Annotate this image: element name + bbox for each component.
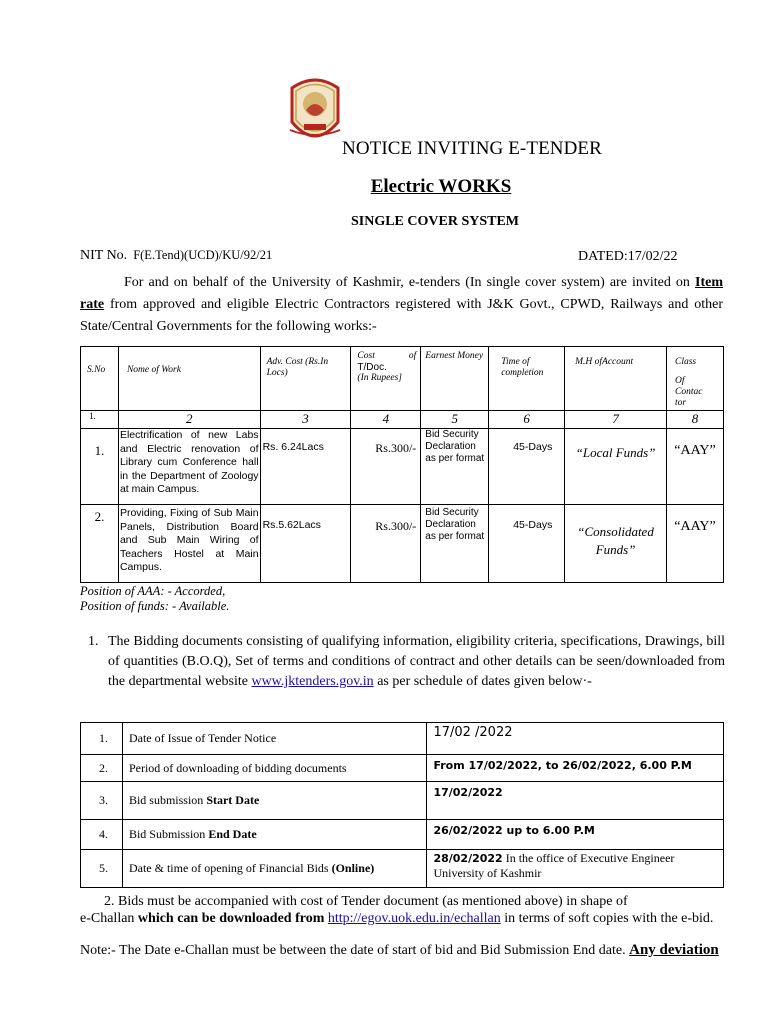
notice-title: NOTICE INVITING E-TENDER bbox=[342, 138, 602, 159]
col-number: 6 bbox=[489, 411, 565, 429]
header-time: Time of completion bbox=[489, 347, 565, 411]
schedule-table bbox=[80, 722, 724, 888]
col-number: 2 bbox=[118, 411, 260, 429]
jktenders-link[interactable]: www.jktenders.gov.in bbox=[251, 674, 374, 689]
schedule-value: 28/02/2022 In the office of Executive Engineer University of Kashmir bbox=[427, 850, 724, 888]
header-earnest: Earnest Money bbox=[421, 347, 489, 411]
table-row bbox=[81, 820, 724, 850]
position-text: Position of AAA: - Accorded, Position of funds: - Available. bbox=[80, 584, 230, 613]
row-class: “AAY” bbox=[667, 505, 724, 583]
nit-number: NIT No. F(E.Tend)(UCD)/KU/92/21 bbox=[80, 248, 273, 263]
schedule-number: 2. bbox=[81, 755, 123, 782]
row-work-name: Providing, Fixing of Sub Main Panels, Distribution Board and Sub Main Wiring of Teachers Hostel at Main Campus. bbox=[118, 505, 260, 583]
row-sno: 1. bbox=[81, 429, 119, 505]
row-adv-cost: Rs. 6.24Lacs bbox=[260, 429, 351, 505]
schedule-value: 17/02 /2022 bbox=[427, 723, 724, 755]
echallan-paragraph: e-Challan which can be downloaded from http://egov.uok.edu.in/echallan in terms of soft copies with the e-bid. bbox=[80, 911, 714, 926]
header-sno: S.No bbox=[81, 347, 119, 411]
row-cost: Rs.300/- bbox=[351, 429, 421, 505]
bidding-documents-paragraph: 1. The Bidding documents consisting of qualifying information, eligibility criteria, specifications, Drawings, bill of quantities (B.O.Q), Set of terms and conditions of contract and other details can be seen/downloaded from the departmental website www.jktenders.gov.in as per schedule of dates given below·- bbox=[88, 634, 725, 689]
schedule-value: From 17/02/2022, to 26/02/2022, 6.00 P.M bbox=[427, 755, 724, 782]
schedule-label: Bid submission Start Date bbox=[122, 782, 426, 820]
row-time: 45-Days bbox=[489, 429, 565, 505]
works-subtitle: Electric WORKS bbox=[370, 176, 512, 197]
note-paragraph: Note:- The Date e-Challan must be between the date of start of bid and Bid Submission End date. Any deviation bbox=[80, 942, 719, 958]
table-row bbox=[81, 723, 724, 755]
schedule-number: 1. bbox=[81, 723, 123, 755]
row-adv-cost: Rs.5.62Lacs bbox=[260, 505, 351, 583]
col-number: 7 bbox=[565, 411, 667, 429]
header-cost: Cost of T/Doc. (In Rupees] bbox=[351, 347, 421, 411]
header-adv-cost: Adv. Cost (Rs.In Locs) bbox=[260, 347, 351, 411]
intro-paragraph: For and on behalf of the University of Kashmir, e-tenders (In single cover system) are invited on Item rate from approved and eligible Electric Contractors registered with J&K Govt., CPWD, Railways and other State/Central Governments for the following works:- bbox=[80, 275, 723, 334]
table-row bbox=[81, 850, 724, 888]
works-table bbox=[80, 346, 724, 583]
schedule-label: Bid Submission End Date bbox=[122, 820, 426, 850]
schedule-number: 3. bbox=[81, 782, 123, 820]
table-number-row bbox=[81, 411, 724, 429]
row-cost: Rs.300/- bbox=[351, 505, 421, 583]
col-number: 5 bbox=[421, 411, 489, 429]
schedule-value: 26/02/2022 up to 6.00 P.M bbox=[427, 820, 724, 850]
row-mh: “Local Funds” bbox=[565, 429, 667, 505]
bid-cost-paragraph: 2. Bids must be accompanied with cost of Tender document (as mentioned above) in shape of bbox=[104, 894, 628, 909]
table-header-row bbox=[81, 347, 724, 411]
schedule-label: Date of Issue of Tender Notice bbox=[122, 723, 426, 755]
schedule-label: Date & time of opening of Financial Bids (Online) bbox=[122, 850, 426, 888]
cover-system: SINGLE COVER SYSTEM bbox=[350, 214, 520, 229]
col-number: 4 bbox=[351, 411, 421, 429]
echallan-link[interactable]: http://egov.uok.edu.in/echallan bbox=[327, 911, 501, 926]
row-earnest: Bid Security Declaration as per format bbox=[421, 429, 489, 505]
university-seal-logo bbox=[284, 70, 346, 152]
table-row bbox=[81, 505, 724, 583]
table-row bbox=[81, 755, 724, 782]
header-mh: M.H ofAccount bbox=[565, 347, 667, 411]
row-mh: “Consolidated Funds” bbox=[565, 505, 667, 583]
header-class: Class Of Contac tor bbox=[667, 347, 724, 411]
dated-text: DATED:17/02/22 bbox=[578, 249, 678, 264]
row-sno: 2. bbox=[81, 505, 119, 583]
row-work-name: Electrification of new Labs and Electric renovation of Library cum Conference hall in the Department of Zoology at main Campus. bbox=[118, 429, 260, 505]
col-number: 3 bbox=[260, 411, 351, 429]
row-earnest: Bid Security Declaration as per format bbox=[421, 505, 489, 583]
header-name: Nome of Work bbox=[118, 347, 260, 411]
col-number: 8 bbox=[667, 411, 724, 429]
col-number: 1. bbox=[81, 411, 119, 429]
schedule-number: 5. bbox=[81, 850, 123, 888]
row-time: 45-Days bbox=[489, 505, 565, 583]
row-class: “AAY” bbox=[667, 429, 724, 505]
schedule-value: 17/02/2022 bbox=[427, 782, 724, 820]
table-row bbox=[81, 429, 724, 505]
schedule-label: Period of downloading of bidding documents bbox=[122, 755, 426, 782]
table-row bbox=[81, 782, 724, 820]
schedule-number: 4. bbox=[81, 820, 123, 850]
